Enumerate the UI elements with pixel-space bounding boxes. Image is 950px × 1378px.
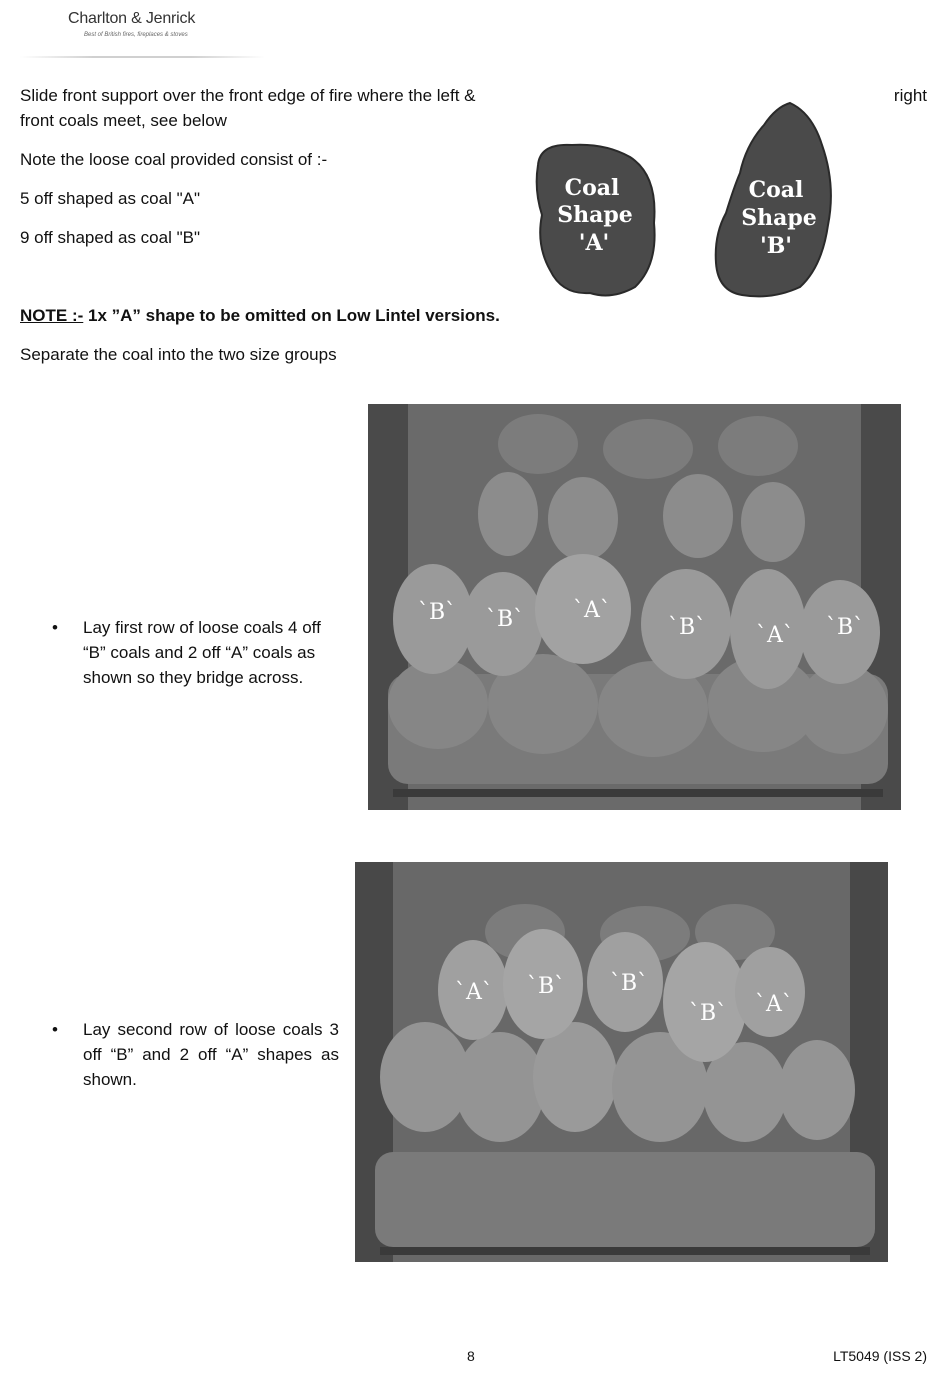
coal-label: `A` <box>573 598 611 623</box>
coal-b-label-3: 'B' <box>759 233 793 259</box>
logo-divider <box>20 56 265 58</box>
logo-name: Charlton & Jenrick <box>68 10 196 27</box>
step-1-bullet <box>52 615 342 695</box>
note-text: 1x ”A” shape to be omitted on Low Lintel versions. <box>83 306 500 325</box>
page-number: 8 <box>467 1348 475 1364</box>
coal-label: `A` <box>755 992 793 1017</box>
instruction-line-2: front coals meet, see below <box>20 111 227 130</box>
coal-label: `B` <box>689 1001 728 1026</box>
logo-tagline: Best of British fires, fireplaces & stoves <box>84 32 188 38</box>
coal-label: `B` <box>826 615 865 640</box>
coal-b-label-1: Coal <box>748 177 804 203</box>
coal-a-label-1: Coal <box>564 175 620 201</box>
coal-a-label-3: 'A' <box>578 230 610 256</box>
coal-label: `B` <box>486 607 525 632</box>
note-label: NOTE :- <box>20 306 84 325</box>
loose-coal-note: Note the loose coal provided consist of :- <box>20 150 328 169</box>
step-2-text: Lay second row of loose coals 3 off “B” and 2 off “A” shapes as shown. <box>83 1020 339 1089</box>
coal-label: `B` <box>527 974 566 999</box>
coal-label: `B` <box>418 600 457 625</box>
coal-b-label-2: Shape <box>741 205 817 231</box>
bullet-icon: • <box>52 1020 58 1039</box>
coal-label: `A` <box>455 980 493 1005</box>
step-2-bullet <box>52 1017 342 1097</box>
coal-shape-a <box>537 145 655 296</box>
coal-shape-b <box>716 103 831 296</box>
coal-b-count: 9 off shaped as coal "B" <box>20 228 200 247</box>
instruction-line-1-end: right <box>893 86 927 105</box>
coal-label: `A` <box>756 623 794 648</box>
document-reference: LT5049 (ISS 2) <box>833 1348 927 1364</box>
second-row-photo <box>355 862 888 1262</box>
low-lintel-note <box>20 303 500 328</box>
step-1-text: Lay first row of loose coals 4 off “B” coals and 2 off “A” coals as shown so they bridge across. <box>83 618 321 687</box>
coal-a-label-2: Shape <box>557 202 633 228</box>
bullet-icon: • <box>52 618 58 637</box>
instruction-line-1: Slide front support over the front edge of fire where the left & <box>20 86 476 105</box>
coal-a-count: 5 off shaped as coal "A" <box>20 189 200 208</box>
brand-logo <box>20 8 265 60</box>
first-row-photo <box>368 404 901 810</box>
coal-label: `B` <box>610 971 649 996</box>
separate-instruction: Separate the coal into the two size groups <box>20 345 337 364</box>
coal-shape-samples <box>520 95 850 305</box>
coal-label: `B` <box>668 615 707 640</box>
